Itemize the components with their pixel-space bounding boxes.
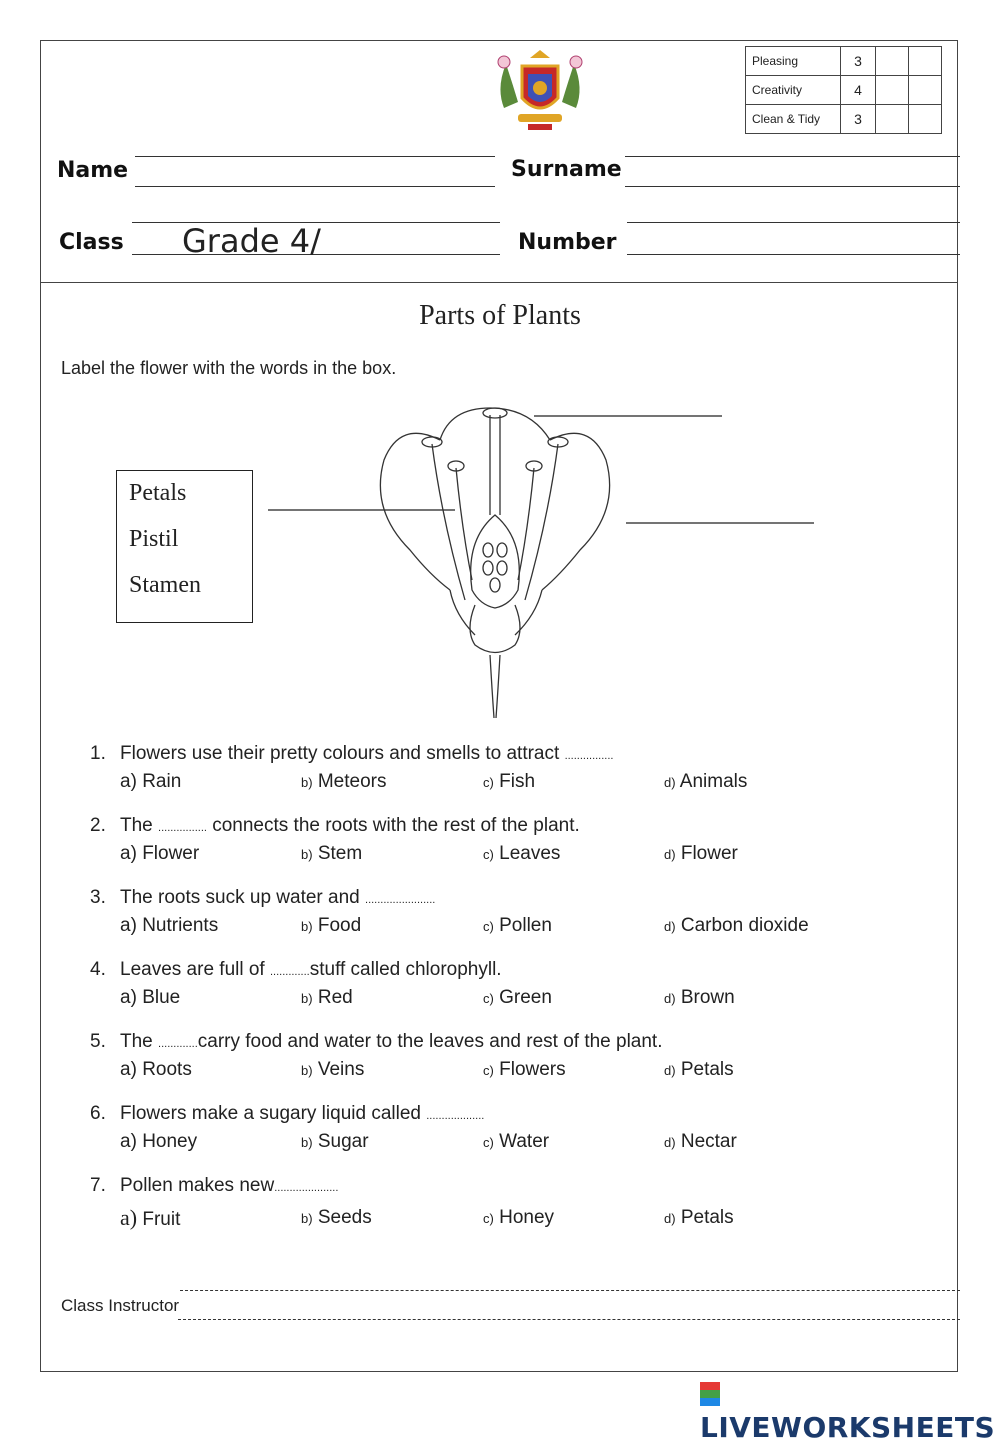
flower-diagram	[260, 400, 820, 720]
petal-lower-right	[515, 590, 542, 635]
class-label: Class	[59, 230, 124, 255]
score-value: 3	[841, 105, 876, 134]
ovule	[497, 561, 507, 575]
score-cell-empty	[876, 76, 909, 105]
class-value: Grade 4/	[182, 222, 321, 260]
option-a[interactable]: a) Rain	[120, 771, 182, 792]
option-a[interactable]: a) Blue	[120, 987, 181, 1008]
class-instructor-label: Class Instructor	[61, 1296, 180, 1315]
surname-label: Surname	[511, 157, 622, 182]
question-item	[90, 1100, 950, 1156]
option-d[interactable]: d) Flower	[664, 843, 738, 864]
question-text: The	[120, 1031, 159, 1052]
score-cell-empty	[876, 47, 909, 76]
ovule	[490, 578, 500, 592]
ovary	[471, 515, 520, 608]
score-criterion: Creativity	[746, 76, 841, 105]
answer-blank[interactable]: .............	[269, 966, 310, 978]
option-c[interactable]: c) Leaves	[483, 843, 561, 864]
number-line-top	[627, 222, 960, 223]
option-c[interactable]: c) Green	[483, 987, 552, 1008]
header-divider	[40, 282, 958, 283]
school-crest-logo	[492, 48, 588, 136]
petal-top	[440, 408, 550, 440]
instructor-signature-field[interactable]	[178, 1319, 960, 1320]
question-text: Flowers use their pretty colours and smells to attract	[120, 743, 565, 764]
word-box-item: Stamen	[129, 572, 201, 598]
question-item	[90, 884, 950, 940]
number-label: Number	[518, 230, 617, 255]
question-item	[90, 956, 950, 1012]
score-cell-empty	[876, 105, 909, 134]
surname-line-top	[625, 156, 960, 157]
option-b[interactable]: b) Seeds	[301, 1207, 372, 1228]
score-row	[746, 47, 942, 76]
score-criterion: Pleasing	[746, 47, 841, 76]
option-a[interactable]: a) Fruit	[120, 1205, 181, 1230]
petal-lower-left	[450, 590, 475, 635]
option-d[interactable]: d) Carbon dioxide	[664, 915, 809, 936]
option-d[interactable]: d) Brown	[664, 987, 735, 1008]
option-d[interactable]: d) Petals	[664, 1207, 734, 1228]
questions-list	[90, 740, 950, 1248]
question-number: 7.	[90, 1175, 106, 1196]
score-row	[746, 105, 942, 134]
ovule	[483, 543, 493, 557]
petal-left	[380, 433, 450, 590]
option-b[interactable]: b) Veins	[301, 1059, 365, 1080]
name-field[interactable]	[135, 186, 495, 187]
question-item	[90, 1028, 950, 1084]
score-value: 3	[841, 47, 876, 76]
question-text: Pollen makes new	[120, 1175, 275, 1196]
stigma	[483, 408, 507, 418]
name-label: Name	[57, 158, 129, 183]
option-b[interactable]: b) Meteors	[301, 771, 387, 792]
receptacle	[470, 605, 520, 653]
word-box-item: Pistil	[129, 526, 179, 552]
brand-text: LIVEWORKSHEETS	[700, 1411, 996, 1444]
answer-blank[interactable]: ................	[158, 822, 207, 834]
option-b[interactable]: b) Food	[301, 915, 362, 936]
score-table	[745, 46, 942, 134]
option-b[interactable]: b) Stem	[301, 843, 363, 864]
score-cell-empty	[909, 47, 942, 76]
ovule	[497, 543, 507, 557]
instructor-line-top	[180, 1290, 960, 1291]
page-title: Parts of Plants	[419, 300, 581, 331]
option-d[interactable]: d) Petals	[664, 1059, 734, 1080]
ovule	[483, 561, 493, 575]
question-text: Leaves are full of	[120, 959, 270, 980]
liveworksheets-icon	[700, 1382, 720, 1406]
answer-blank[interactable]: ...................	[426, 1110, 485, 1122]
number-field[interactable]	[627, 254, 960, 255]
surname-field[interactable]	[625, 186, 960, 187]
score-criterion: Clean & Tidy	[746, 105, 841, 134]
score-row	[746, 76, 942, 105]
score-value: 4	[841, 76, 876, 105]
option-b[interactable]: b) Red	[301, 987, 353, 1008]
option-d[interactable]: d) Animals	[664, 771, 748, 792]
option-a[interactable]: a) Flower	[120, 843, 200, 864]
stamen-left-2	[456, 468, 472, 580]
question-text: carry food and water to the leaves and rest of the plant.	[197, 1031, 663, 1052]
question-number: 3.	[90, 887, 106, 908]
score-cell-empty	[909, 76, 942, 105]
question-number: 2.	[90, 815, 106, 836]
score-cell-empty	[909, 105, 942, 134]
question-number: 6.	[90, 1103, 106, 1124]
answer-blank[interactable]: .....................	[274, 1182, 339, 1194]
question-number: 1.	[90, 743, 106, 764]
liveworksheets-logo	[700, 1378, 1000, 1444]
question-item	[90, 812, 950, 868]
question-text: Flowers make a sugary liquid called	[120, 1103, 427, 1124]
option-c[interactable]: c) Flowers	[483, 1059, 566, 1080]
petal-right	[542, 433, 610, 590]
instruction-text: Label the flower with the words in the box.	[61, 358, 397, 378]
question-text: connects the roots with the rest of the plant.	[206, 815, 580, 836]
word-box	[116, 470, 253, 623]
answer-blank[interactable]: .............	[158, 1038, 198, 1050]
answer-blank[interactable]: ................	[564, 750, 614, 762]
question-text: The roots suck up water and	[120, 887, 366, 908]
question-text: stuff called chlorophyll.	[309, 959, 502, 980]
question-item	[90, 1172, 950, 1232]
option-a[interactable]: a) Honey	[120, 1131, 198, 1152]
question-number: 4.	[90, 959, 106, 980]
option-a[interactable]: a) Nutrients	[120, 915, 219, 936]
option-c[interactable]: c) Fish	[483, 771, 536, 792]
option-d[interactable]: d) Nectar	[664, 1131, 737, 1152]
answer-blank[interactable]: .......................	[365, 894, 436, 906]
word-box-item: Petals	[129, 480, 187, 506]
option-c[interactable]: c) Water	[483, 1131, 550, 1152]
name-line-top	[135, 156, 495, 157]
option-b[interactable]: b) Sugar	[301, 1131, 369, 1152]
option-c[interactable]: c) Pollen	[483, 915, 552, 936]
question-text: The	[120, 815, 159, 836]
option-a[interactable]: a) Roots	[120, 1059, 192, 1080]
question-item	[90, 740, 950, 796]
question-number: 5.	[90, 1031, 106, 1052]
stem	[490, 655, 500, 718]
stamen-right-2	[518, 468, 534, 580]
option-c[interactable]: c) Honey	[483, 1207, 555, 1228]
